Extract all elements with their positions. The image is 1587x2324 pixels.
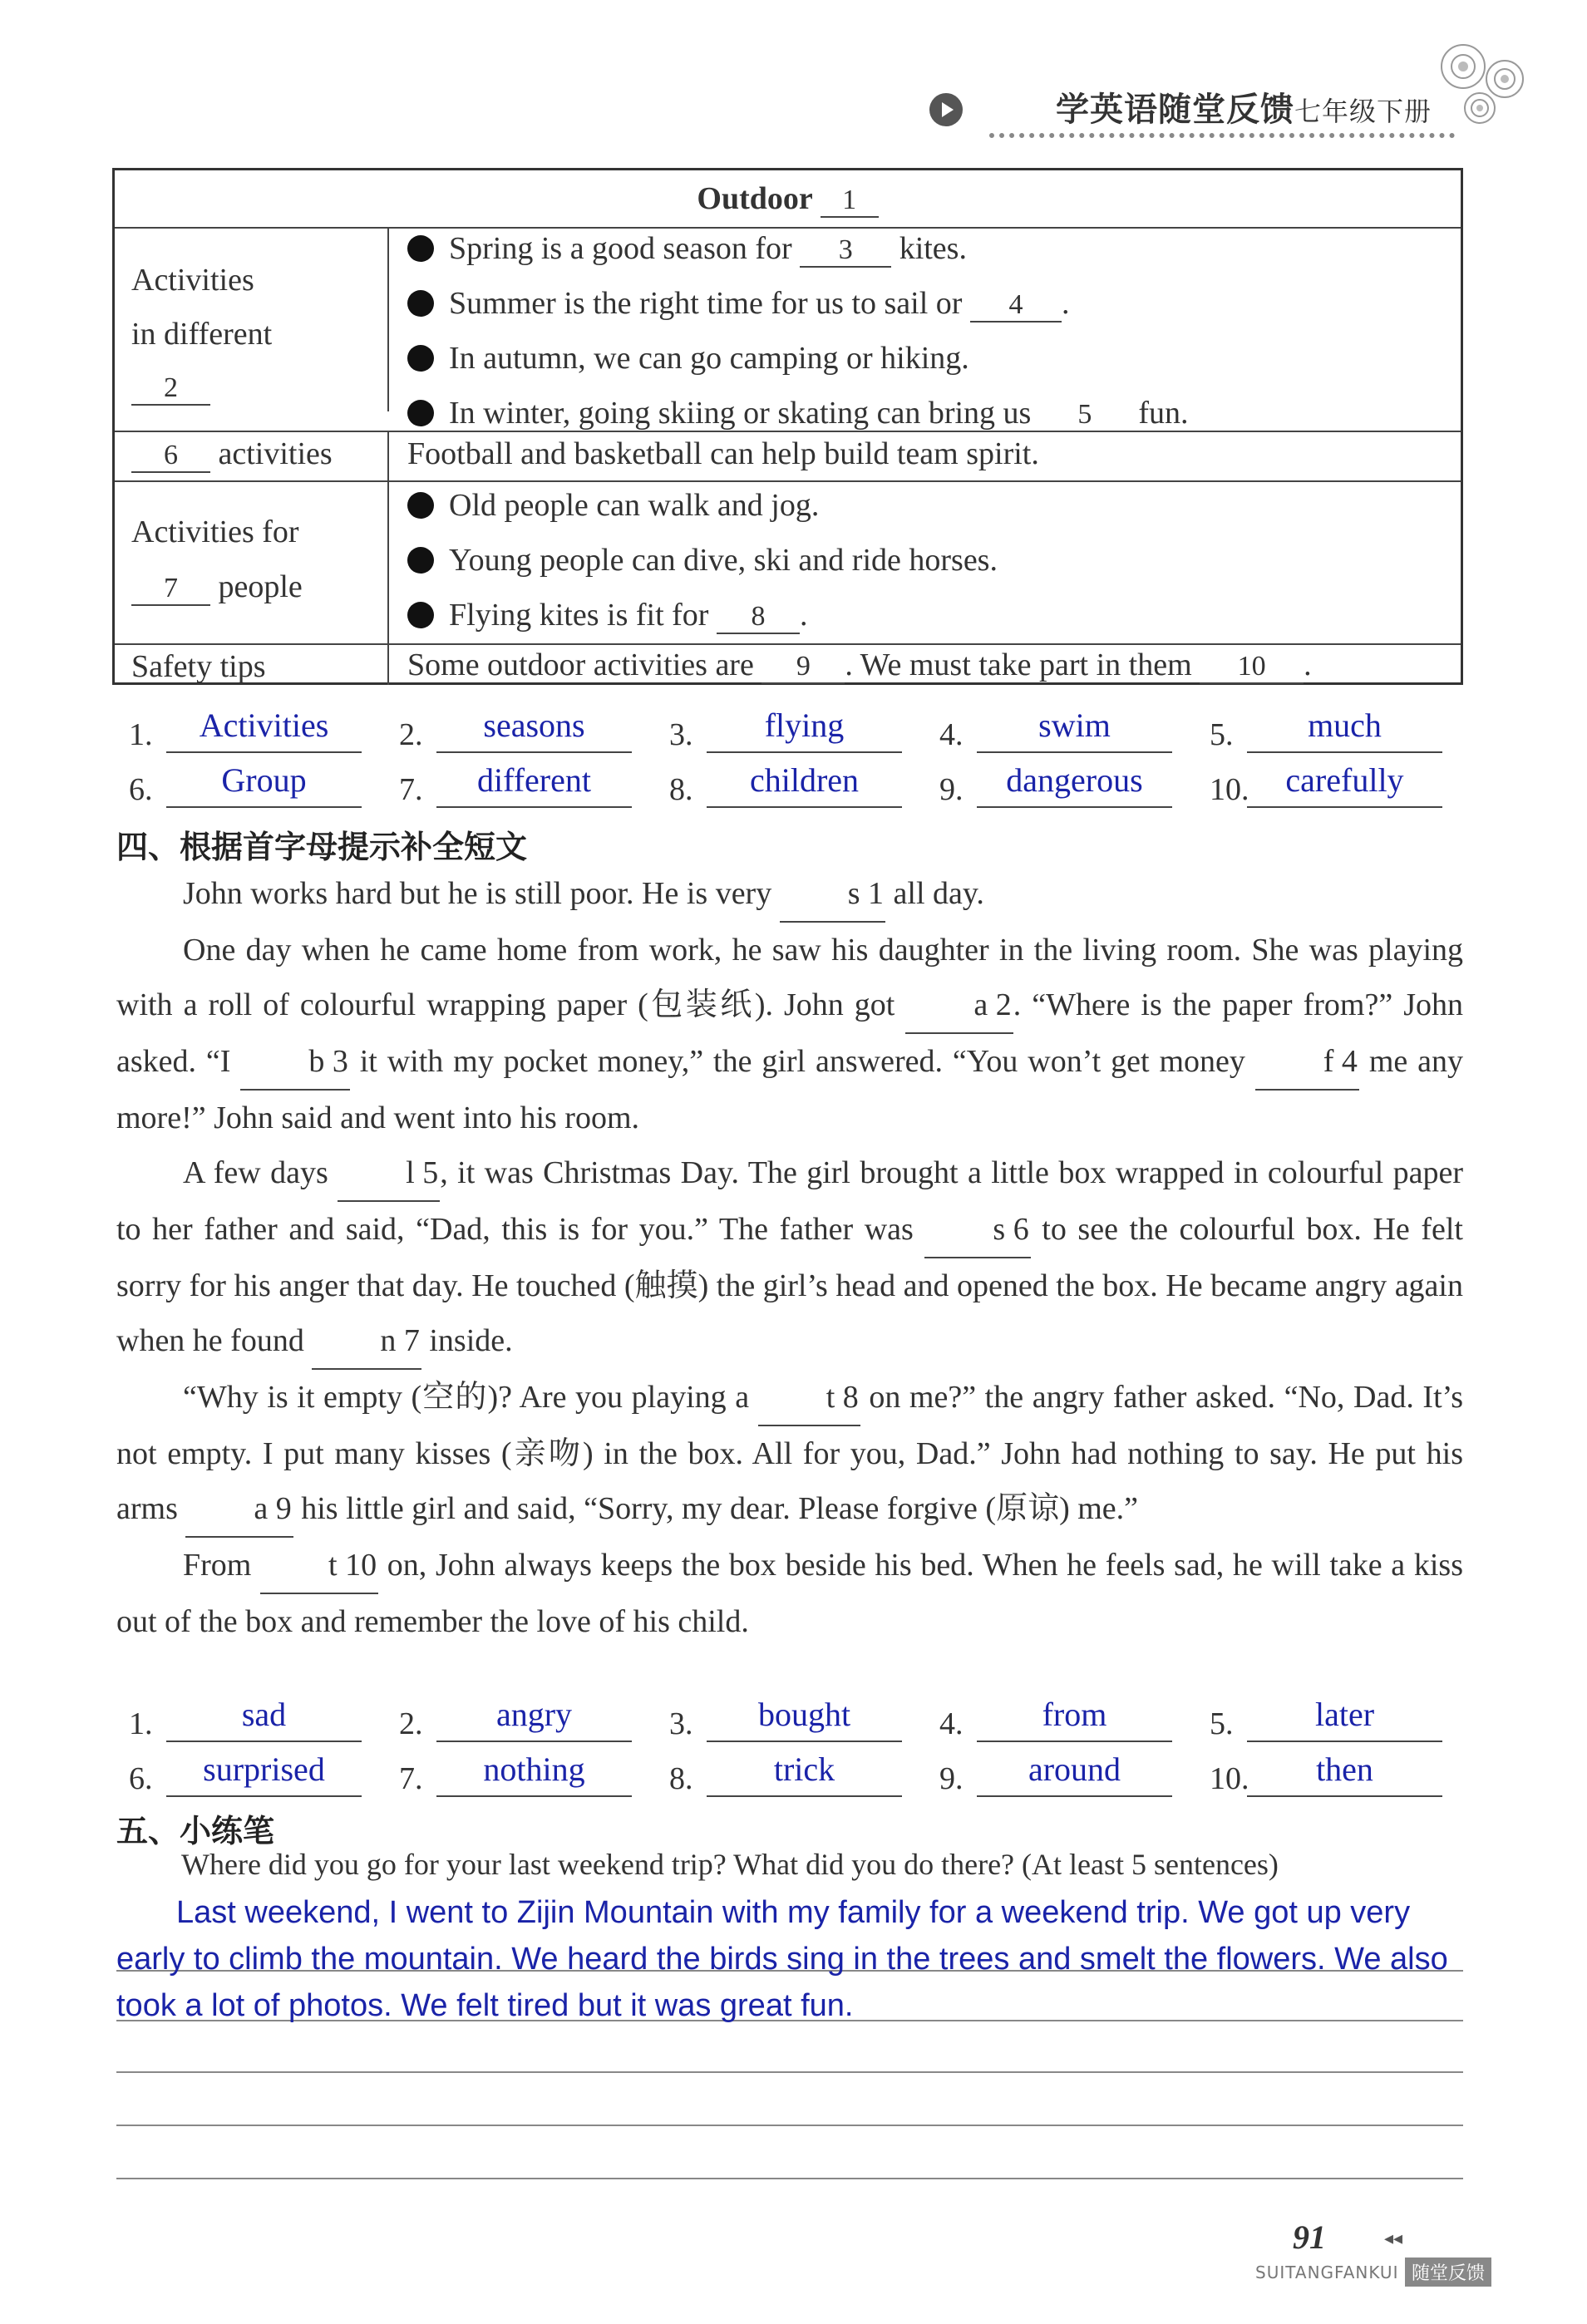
list-item: Young people can dive, ski and ride horses. <box>407 542 998 579</box>
answer-field[interactable]: carefully <box>1247 758 1442 808</box>
blank-4[interactable]: 4 <box>970 289 1062 323</box>
answer-field[interactable]: swim <box>977 703 1172 753</box>
answer-field[interactable]: Group <box>166 758 362 808</box>
list-item: Summer is the right time for us to sail or 4 . <box>407 285 1069 323</box>
outdoor-activities-table <box>112 168 1463 685</box>
table-row <box>115 431 1461 480</box>
left-arrow-icon: ◂◂ <box>1384 2228 1403 2248</box>
table-row <box>115 480 1461 643</box>
answer-row: 6. surprised 7. nothing 8. trick 9. around 10. then <box>129 1744 1459 1797</box>
table-row <box>115 227 1461 431</box>
blank-3[interactable]: 3 <box>800 234 891 268</box>
answer-field[interactable]: different <box>436 758 632 808</box>
answer-field[interactable]: surprised <box>166 1747 362 1797</box>
bullet-icon <box>407 492 434 519</box>
answer-field[interactable]: much <box>1247 703 1442 753</box>
blank-2[interactable]: 2 <box>131 372 210 406</box>
section-title: 四、根据首字母提示补全短文 <box>116 829 528 865</box>
cloze-blank[interactable]: t 10 <box>260 1538 378 1594</box>
paragraph: One day when he came home from work, he saw his daughter in the living room. She was playing with a roll of colourful wrapping paper (包装纸). John got a 2. “Where is the paper from?” John asked. “I b 3 it with my pocket money,” the girl answered. “You won’t get money f 4 me any more!” John said and went into his room. <box>116 933 1463 1135</box>
list-item: Old people can walk and jog. <box>407 487 819 524</box>
flower-decoration-icon <box>1430 33 1538 133</box>
row-label-line: Activities <box>131 263 254 298</box>
blank-5[interactable]: 5 <box>1039 399 1131 432</box>
row-label-cell <box>115 482 389 643</box>
cloze-blank[interactable]: s 6 <box>924 1202 1030 1258</box>
table-caption <box>115 180 1461 218</box>
bullet-icon <box>407 547 434 574</box>
bullet-icon <box>407 290 434 317</box>
row-label-cell <box>115 645 389 685</box>
page-header <box>0 0 1587 150</box>
paragraph: John works hard but he is still poor. He is very s 1 all day. <box>116 866 1463 923</box>
blank-7[interactable]: 7 <box>131 573 210 606</box>
book-title-text: 学英语随堂反馈 <box>1056 91 1294 129</box>
row-content-cell <box>389 482 1461 643</box>
answer-field[interactable]: Activities <box>166 703 362 753</box>
answer-field[interactable]: then <box>1247 1747 1442 1797</box>
writing-prompt: Where did you go for your last weekend trip? What did you do there? (At least 5 sentences) <box>181 1848 1279 1881</box>
row-text: Football and basketball can help build team spirit. <box>407 436 1039 471</box>
answer-row: 1. sad 2. angry 3. bought 4. from 5. later <box>129 1689 1459 1742</box>
brand-cn: 随堂反馈 <box>1405 2258 1491 2287</box>
answer-field[interactable]: dangerous <box>977 758 1172 808</box>
bullet-icon <box>407 400 434 426</box>
bullet-icon <box>407 602 434 628</box>
answer-row: 6. Group 7. different 8. children 9. dangerous 10. carefully <box>129 755 1459 808</box>
cloze-blank[interactable]: a 9 <box>185 1481 293 1538</box>
row-label-line: in different <box>131 317 273 352</box>
answer-field[interactable]: from <box>977 1692 1172 1742</box>
page-number: 91 <box>1293 2218 1326 2256</box>
blank-8[interactable]: 8 <box>717 601 800 634</box>
paragraph: From t 10 on, John always keeps the box beside his bed. When he feels sad, he will take a kiss out of the box and remember the love of his child. <box>116 1538 1463 1649</box>
answer-field[interactable]: angry <box>436 1692 632 1742</box>
answer-field[interactable]: children <box>707 758 902 808</box>
answer-field[interactable]: nothing <box>436 1747 632 1797</box>
bullet-icon <box>407 345 434 372</box>
answer-field[interactable]: bought <box>707 1692 902 1742</box>
row-content-cell <box>389 229 1461 431</box>
writing-line-text: took a lot of photos. We felt tired but it was great fun. <box>116 1988 854 2023</box>
section-title: 五、小练笔 <box>116 1813 275 1849</box>
blank-9[interactable]: 9 <box>761 651 845 684</box>
writing-rule <box>116 2071 1463 2073</box>
writing-rule <box>116 2125 1463 2126</box>
row-label-line: people <box>218 569 303 604</box>
play-icon <box>929 93 963 126</box>
list-item: In winter, going skiing or skating can bring us 5 fun. <box>407 395 1188 432</box>
cloze-passage <box>116 866 1463 1649</box>
cloze-blank[interactable]: t 8 <box>758 1370 860 1426</box>
bullet-icon <box>407 235 434 262</box>
list-item: Spring is a good season for 3 kites. <box>407 230 967 268</box>
answer-field[interactable]: sad <box>166 1692 362 1742</box>
blank-10[interactable]: 10 <box>1200 651 1304 684</box>
writing-line-text: early to climb the mountain. We heard the birds sing in the trees and smelt the flowers. We also <box>116 1942 1448 1977</box>
row-label-cell <box>115 432 389 480</box>
caption-word: Outdoor <box>697 181 813 216</box>
answer-field[interactable]: seasons <box>436 703 632 753</box>
table-row <box>115 643 1461 685</box>
blank-6[interactable]: 6 <box>131 440 210 473</box>
book-title <box>1056 83 1432 130</box>
cloze-blank[interactable]: s 1 <box>780 866 885 923</box>
cloze-blank[interactable]: f 4 <box>1255 1034 1359 1091</box>
writing-line-text: Last weekend, I went to Zijin Mountain with my family for a weekend trip. We got up very <box>176 1895 1411 1930</box>
answer-row: 1. Activities 2. seasons 3. flying 4. swim 5. much <box>129 700 1459 753</box>
cloze-blank[interactable]: b 3 <box>240 1034 350 1091</box>
grade-label: 七年级下册 <box>1294 96 1432 127</box>
row-label-line: Activities for <box>131 515 299 549</box>
answer-field[interactable]: later <box>1247 1692 1442 1742</box>
paragraph: A few days l 5, it was Christmas Day. The girl brought a little box wrapped in colourful paper to her father and said, “Dad, this is for you.” The father was s 6 to see the colourful box. He felt sorry for his anger that day. He touched (触摸) the girl’s head and opened the box. He became angry again when he found n 7 inside. <box>116 1145 1463 1370</box>
row-content-cell <box>389 432 1461 480</box>
row-content-cell <box>389 645 1461 685</box>
cloze-blank[interactable]: l 5 <box>338 1145 440 1202</box>
header-divider <box>989 133 1455 138</box>
answer-field[interactable]: flying <box>707 703 902 753</box>
brand-en: SUITANGFANKUI <box>1255 2262 1399 2282</box>
row-label-line: activities <box>218 436 333 471</box>
blank-1[interactable]: 1 <box>821 185 879 218</box>
paragraph: “Why is it empty (空的)? Are you playing a t 8 on me?” the angry father asked. “No, Dad. It’s not empty. I put many kisses (亲吻) in the box. All for you, Dad.” John had nothing to say. He put his arms a 9 his little girl and said, “Sorry, my dear. Please forgive (原谅) me.” <box>116 1370 1463 1538</box>
list-item: In autumn, we can go camping or hiking. <box>407 340 969 377</box>
answer-field[interactable]: trick <box>707 1747 902 1797</box>
answer-field[interactable]: around <box>977 1747 1172 1797</box>
row-text: Some outdoor activities are 9 . We must take part in them 10 . <box>407 647 1312 682</box>
cloze-blank[interactable]: n 7 <box>312 1313 421 1370</box>
writing-rule <box>116 2178 1463 2179</box>
row-label-cell <box>115 229 389 411</box>
cloze-blank[interactable]: a 2 <box>905 977 1013 1034</box>
row-label-line: Safety tips <box>131 649 266 684</box>
list-item: Flying kites is fit for 8 . <box>407 597 807 634</box>
